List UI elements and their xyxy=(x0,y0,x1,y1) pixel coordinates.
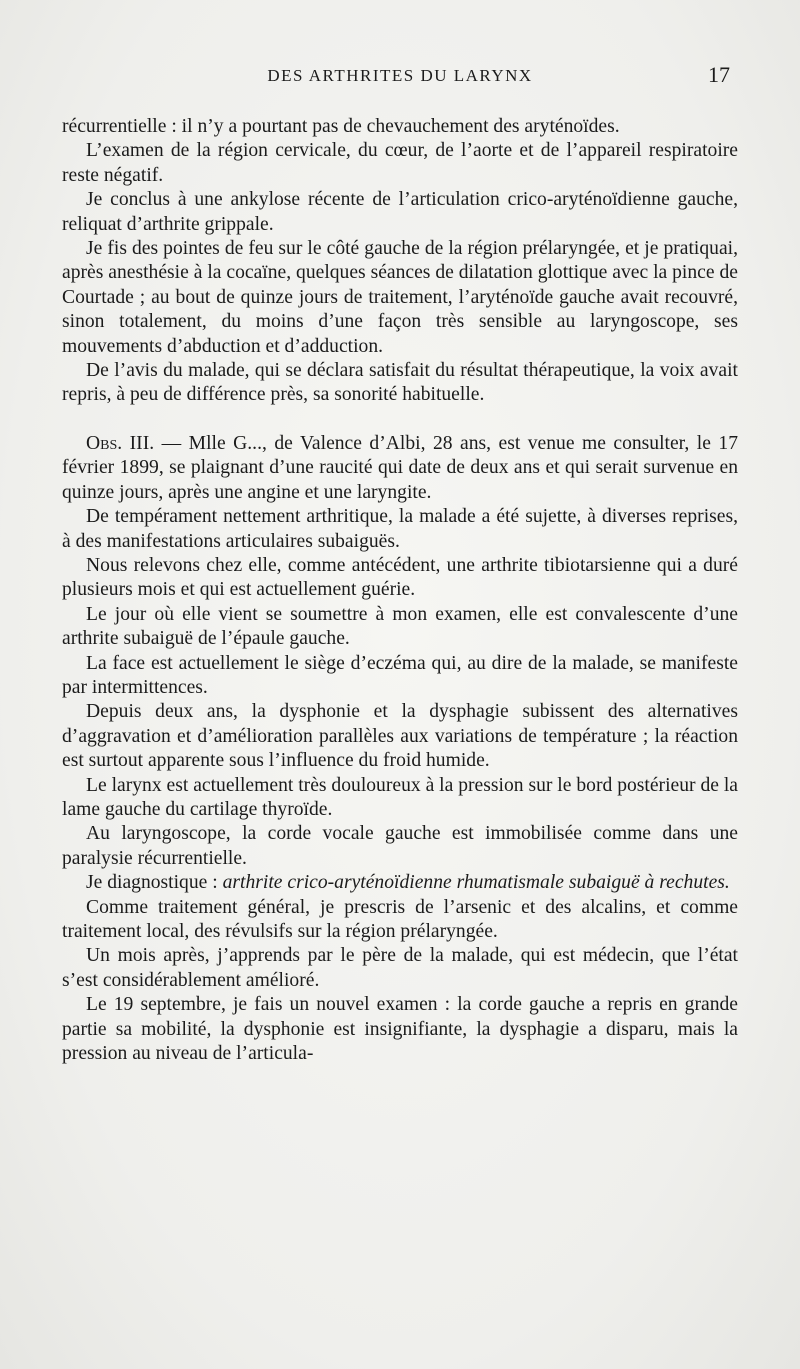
observation-label: Obs. III. xyxy=(86,432,155,454)
paragraph: L’examen de la région cervicale, du cœur, de l’aorte et de l’appareil respiratoire reste négatif. xyxy=(62,140,738,186)
page-number: 17 xyxy=(708,62,730,87)
paragraph: De tempérament nettement arthritique, la malade a été sujette, à diverses reprises, à des manifestations articulaires subaiguës. xyxy=(62,506,738,552)
diagnosis-lead: Je diagnostique : xyxy=(86,872,218,894)
page-header xyxy=(62,62,738,92)
paragraph: Depuis deux ans, la dysphonie et la dysphagie subissent des alternatives d’aggravation et d’amélioration parallèles aux variations de température ; la réaction est surtout apparente sous l’influence du froid humide. xyxy=(62,701,738,772)
paragraph: Nous relevons chez elle, comme antécédent, une arthrite tibiotarsienne qui a duré plusieurs mois et qui est actuellement guérie. xyxy=(62,554,738,601)
paragraph: Un mois après, j’apprends par le père de la malade, qui est médecin, que l’état s’est considérablement amélioré. xyxy=(62,945,738,991)
paragraph: De l’avis du malade, qui se déclara satisfait du résultat thérapeutique, la voix avait repris, à peu de différence près, sa sonorité habituelle. xyxy=(62,360,738,406)
paragraph: Le jour où elle vient se soumettre à mon examen, elle est convalescente d’une arthrite subaiguë de l’épaule gauche. xyxy=(62,603,738,650)
paragraph: récurrentielle : il n’y a pourtant pas de chevauchement des aryténoïdes. xyxy=(62,116,620,137)
running-title: DES ARTHRITES DU LARYNX xyxy=(267,66,533,85)
paragraph: Je fis des pointes de feu sur le côté gauche de la région prélaryngée, et je pratiquai, après anesthésie à la cocaïne, quelques séances de dilatation glottique avec la pince de Courtade ; au bout de quinze jours de traitement, l’aryténoïde gauche avait recouvré, sinon totalement, du moins d’une façon très sensible au laryngoscope, ses mouvements d’abduction et d’adduction. xyxy=(62,238,738,357)
diagnosis-italic: arthrite crico-aryténoïdienne rhumatismale subaiguë à rechutes. xyxy=(222,872,730,894)
paragraph: Comme traitement général, je prescris de l’arsenic et des alcalins, et comme traitement local, des révulsifs sur la région prélaryngée. xyxy=(62,896,738,942)
paragraph: Au laryngoscope, la corde vocale gauche est immobilisée comme dans une paralysie récurrentielle. xyxy=(62,823,738,869)
observation-text: — Mlle G..., de Valence d’Albi, 28 ans, est venue me consulter, le 17 février 1899, se plaignant d’une raucité qui date de deux ans et qui serait survenue en quinze jours, après une angine et une laryngite. xyxy=(62,432,738,503)
paragraph: Je conclus à une ankylose récente de l’articulation crico-aryténoïdienne gauche, reliquat d’arthrite grippale. xyxy=(62,189,738,235)
paragraph: Le larynx est actuellement très douloureux à la pression sur le bord postérieur de la lame gauche du cartilage thyroïde. xyxy=(62,774,738,820)
body-text xyxy=(62,115,738,1066)
observation-paragraph xyxy=(62,432,738,505)
diagnosis-paragraph xyxy=(62,871,738,895)
paragraph: La face est actuellement le siège d’eczéma qui, au dire de la malade, se manifeste par intermittences. xyxy=(62,652,738,698)
paragraph: Le 19 septembre, je fais un nouvel examen : la corde gauche a repris en grande partie sa mobilité, la dysphonie est insignifiante, la dysphagie a disparu, mais la pression au niveau de l’articula- xyxy=(62,994,738,1065)
